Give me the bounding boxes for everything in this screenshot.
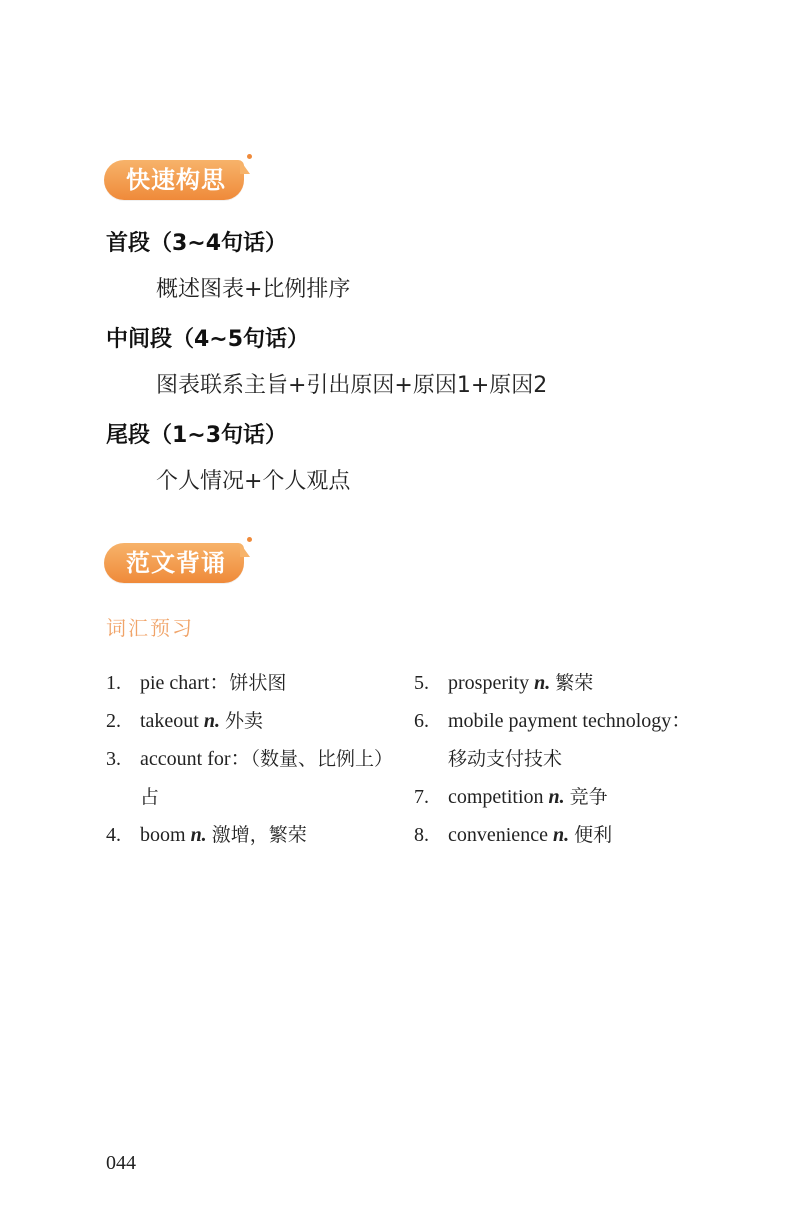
badge-dot <box>247 537 252 542</box>
badge-tip <box>240 160 250 174</box>
vocab-item <box>414 816 704 854</box>
vocab-item <box>106 702 386 740</box>
vocab-entry <box>448 816 704 854</box>
section-badge-model-label: 范文背诵 <box>126 549 226 577</box>
vocab-cn: 饼状图 <box>229 672 287 694</box>
vocab-entry <box>140 702 386 740</box>
vocab-number: 1. <box>106 672 121 694</box>
outline-heading-first: 首段（3~4句话） <box>106 231 288 256</box>
vocab-number: 3. <box>106 748 121 770</box>
vocab-number: 4. <box>106 824 121 846</box>
vocab-entry <box>448 702 704 778</box>
vocab-item <box>414 702 704 778</box>
vocab-sep: ： <box>209 672 230 694</box>
vocab-entry <box>140 816 386 854</box>
vocab-cn: 激增，繁荣 <box>211 824 307 846</box>
page-number: 044 <box>106 1152 136 1174</box>
vocab-item <box>106 816 386 854</box>
vocab-cn: 外卖 <box>225 710 264 732</box>
vocab-en: takeout <box>140 710 199 732</box>
vocab-en: account for <box>140 748 231 770</box>
vocab-en: boom <box>140 824 186 846</box>
badge-tip <box>240 543 250 557</box>
vocab-item <box>106 664 386 702</box>
vocab-pos: n. <box>190 824 207 846</box>
section-badge-model <box>104 543 244 583</box>
outline-heading-last: 尾段（1~3句话） <box>106 423 288 448</box>
vocab-cn: 便利 <box>574 824 613 846</box>
vocab-sep: ： <box>671 710 692 732</box>
vocab-item <box>414 778 704 816</box>
vocab-entry <box>140 740 386 816</box>
vocab-cn: 竞争 <box>569 786 608 808</box>
vocab-cn: 繁荣 <box>555 672 594 694</box>
vocab-title: 词汇预习 <box>106 616 194 640</box>
vocab-number: 6. <box>414 710 429 732</box>
vocab-entry <box>140 664 386 702</box>
vocab-number: 5. <box>414 672 429 694</box>
vocab-list-right <box>414 664 704 854</box>
outline-body-last: 个人情况+个人观点 <box>156 469 351 494</box>
vocab-item <box>414 664 704 702</box>
vocab-entry <box>448 664 704 702</box>
vocab-en: prosperity <box>448 672 530 694</box>
vocab-number: 8. <box>414 824 429 846</box>
vocab-number: 2. <box>106 710 121 732</box>
badge-dot <box>247 154 252 159</box>
vocab-en: mobile payment technology <box>448 710 672 732</box>
vocab-cn: （数量、比例上）占 <box>140 748 384 808</box>
vocab-list-left <box>106 664 386 854</box>
vocab-sep: ： <box>230 748 251 770</box>
vocab-en: competition <box>448 786 544 808</box>
vocab-cn: 移动支付技术 <box>448 748 563 770</box>
vocab-entry <box>448 778 704 816</box>
vocab-en: pie chart <box>140 672 210 694</box>
outline-heading-middle: 中间段（4~5句话） <box>106 327 310 352</box>
vocab-number: 7. <box>414 786 429 808</box>
vocab-en: convenience <box>448 824 548 846</box>
outline-body-first: 概述图表+比例排序 <box>156 277 351 302</box>
vocab-pos: n. <box>534 672 551 694</box>
outline-body-middle: 图表联系主旨+引出原因+原因1+原因2 <box>156 373 548 398</box>
section-badge-outline-label: 快速构思 <box>126 166 226 194</box>
vocab-item <box>106 740 386 816</box>
vocab-pos: n. <box>552 824 570 846</box>
vocab-pos: n. <box>548 786 565 808</box>
vocab-pos: n. <box>203 710 220 732</box>
section-badge-outline <box>104 160 244 200</box>
